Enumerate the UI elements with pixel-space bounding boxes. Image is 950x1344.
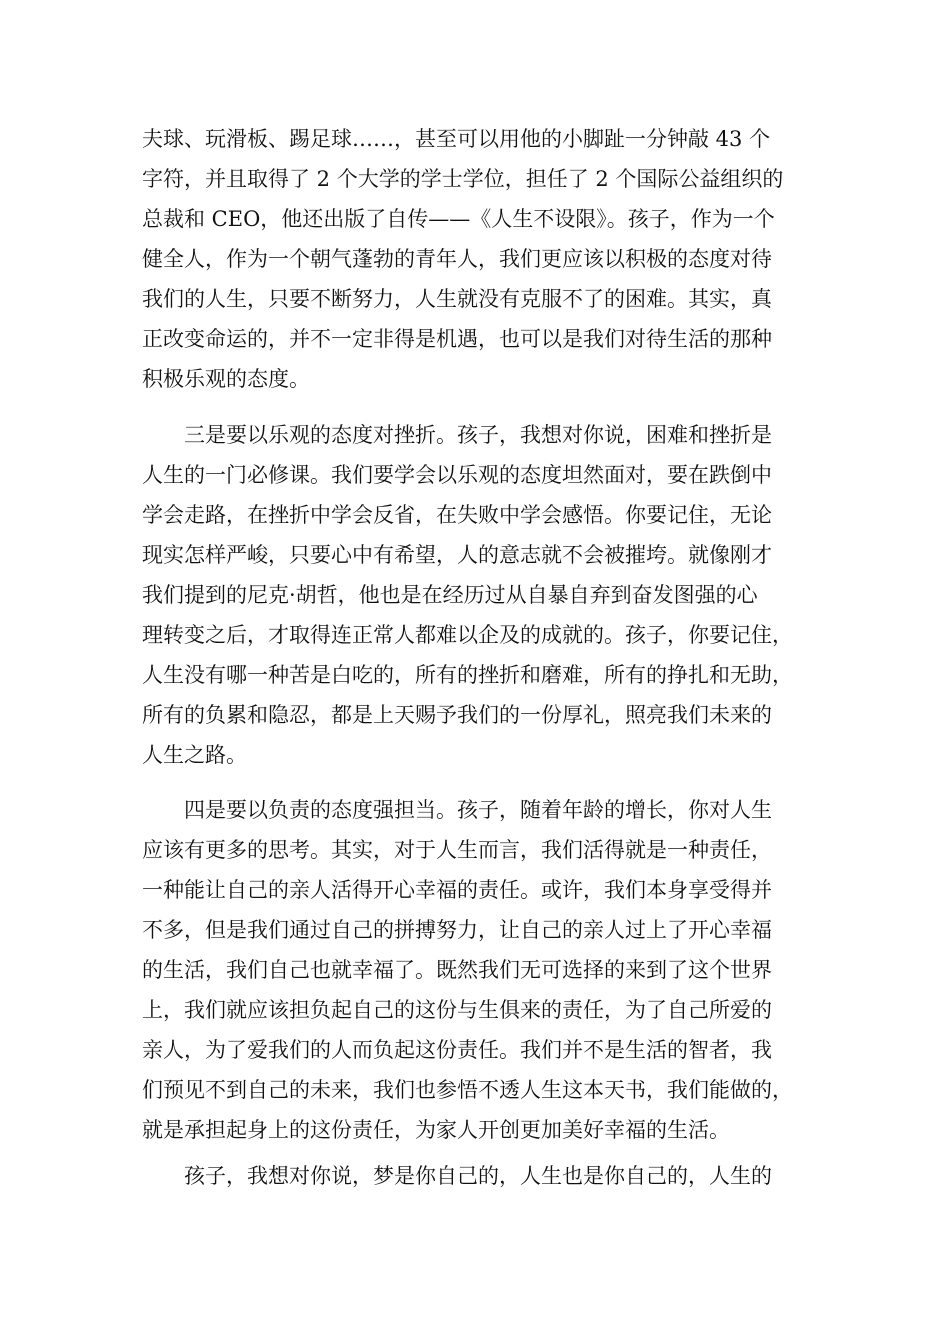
text-line: 人生之路。 bbox=[142, 743, 247, 767]
text-line: 我们提到的尼克·胡哲，他也是在经历过从自暴自弃到奋发图强的心 bbox=[142, 583, 758, 607]
text-line: 上，我们就应该担负起自己的这份与生俱来的责任，为了自己所爱的 bbox=[142, 998, 772, 1022]
text-line: 所有的负累和隐忍，都是上天赐予我们的一份厚礼，照亮我们未来的 bbox=[142, 703, 772, 727]
text-line: 学会走路，在挫折中学会反省，在失败中学会感悟。你要记住，无论 bbox=[142, 503, 772, 527]
text-line: 一种能让自己的亲人活得开心幸福的责任。或许，我们本身享受得并 bbox=[142, 878, 772, 902]
paragraph-3 bbox=[142, 790, 822, 1150]
text-line: 现实怎样严峻，只要心中有希望，人的意志就不会被摧垮。就像刚才 bbox=[142, 543, 772, 567]
text-line: 积极乐观的态度。 bbox=[142, 367, 310, 391]
text-line: 不多，但是我们通过自己的拼搏努力，让自己的亲人过上了开心幸福 bbox=[142, 918, 772, 942]
text-line: 应该有更多的思考。其实，对于人生而言，我们活得就是一种责任， bbox=[142, 838, 772, 862]
text-line: 夫球、玩滑板、踢足球……，甚至可以用他的小脚趾一分钟敲 43 个 bbox=[142, 127, 771, 151]
text-line: 总裁和 CEO，他还出版了自传——《人生不设限》。孩子，作为一个 bbox=[142, 207, 775, 231]
text-line: 就是承担起身上的这份责任，为家人开创更加美好幸福的生活。 bbox=[142, 1118, 730, 1142]
text-line: 正改变命运的，并不一定非得是机遇，也可以是我们对待生活的那种 bbox=[142, 327, 772, 351]
text-line: 四是要以负责的态度强担当。孩子，随着年龄的增长，你对人生 bbox=[184, 798, 772, 822]
text-line: 亲人，为了爱我们的人而负起这份责任。我们并不是生活的智者，我 bbox=[142, 1038, 772, 1062]
text-line: 理转变之后，才取得连正常人都难以企及的成就的。孩子，你要记住， bbox=[142, 623, 793, 647]
text-line: 的生活，我们自己也就幸福了。既然我们无可选择的来到了这个世界 bbox=[142, 958, 772, 982]
text-line: 人生没有哪一种苦是白吃的，所有的挫折和磨难，所有的挣扎和无助， bbox=[142, 663, 793, 687]
text-line: 健全人，作为一个朝气蓬勃的青年人，我们更应该以积极的态度对待 bbox=[142, 247, 772, 271]
text-line: 们预见不到自己的未来，我们也参悟不透人生这本天书，我们能做的， bbox=[142, 1078, 793, 1102]
paragraph-2 bbox=[142, 415, 822, 775]
paragraph-4 bbox=[142, 1156, 822, 1196]
paragraph-1 bbox=[142, 119, 822, 399]
text-line: 孩子，我想对你说，梦是你自己的，人生也是你自己的，人生的 bbox=[184, 1164, 772, 1188]
text-line: 人生的一门必修课。我们要学会以乐观的态度坦然面对，要在跌倒中 bbox=[142, 463, 772, 487]
text-line: 三是要以乐观的态度对挫折。孩子，我想对你说，困难和挫折是 bbox=[184, 423, 772, 447]
text-line: 字符，并且取得了 2 个大学的学士学位，担任了 2 个国际公益组织的 bbox=[142, 167, 784, 191]
text-line: 我们的人生，只要不断努力，人生就没有克服不了的困难。其实，真 bbox=[142, 287, 772, 311]
